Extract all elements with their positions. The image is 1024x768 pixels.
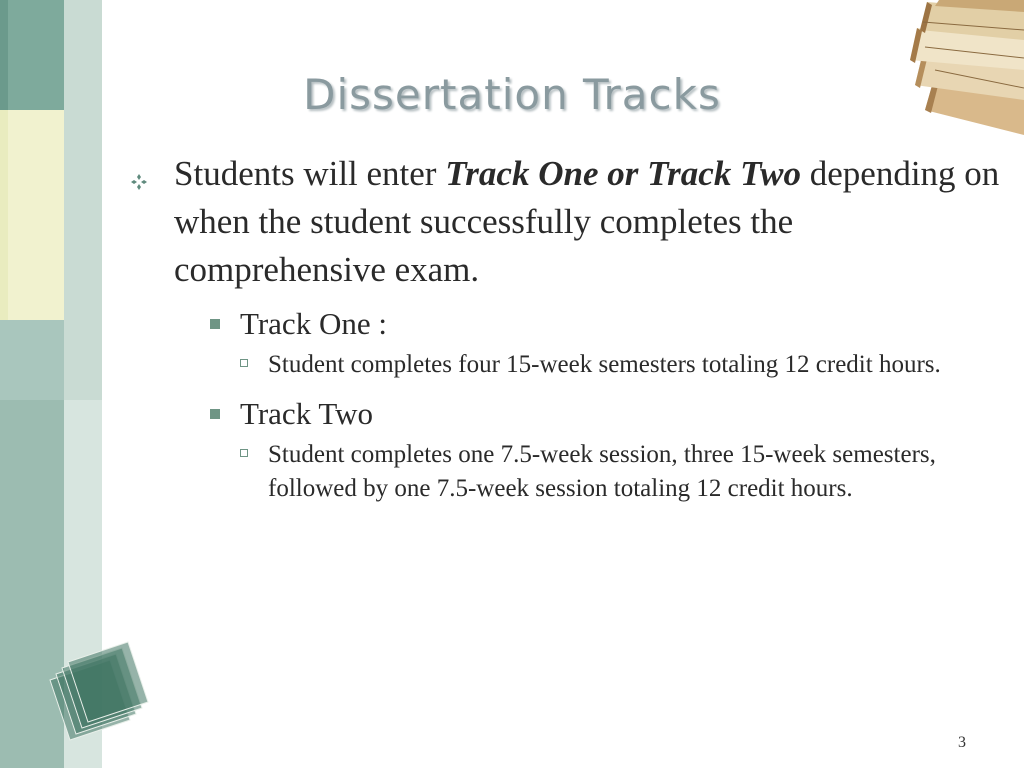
outlined-square-icon <box>240 449 248 457</box>
intro-emphasis: Track One or Track Two <box>445 154 802 193</box>
bullet-intro <box>130 150 1010 294</box>
page-number: 3 <box>958 734 966 751</box>
decor-strip-pale <box>64 0 102 400</box>
bullet-track-two <box>210 392 1010 436</box>
diamond-cluster-icon <box>130 160 148 208</box>
filled-square-icon <box>210 409 220 419</box>
slide-body <box>130 150 1010 506</box>
filled-square-icon <box>210 319 220 329</box>
decor-strip-cream-inner <box>8 110 64 320</box>
track-two-detail: Student completes one 7.5-week session, three 15-week semesters, followed by one 7.5-week session totaling 12 credit hours. <box>268 441 936 502</box>
slide-title <box>0 70 1024 119</box>
bullet-track-two-detail <box>240 438 1010 506</box>
slide-title-text: Dissertation Tracks <box>303 70 721 119</box>
track-one-label: Track One : <box>240 306 387 341</box>
intro-prefix: Students will enter <box>174 154 446 193</box>
stacked-squares-decoration <box>40 640 150 750</box>
bullet-track-one <box>210 302 1010 346</box>
outlined-square-icon <box>240 359 248 367</box>
track-two-label: Track Two <box>240 396 374 431</box>
intro-suffix: depending on when the student successfully completes the comprehensive exam. <box>174 154 1000 289</box>
track-one-detail: Student completes four 15-week semesters totaling 12 credit hours. <box>268 351 941 378</box>
bullet-track-one-detail <box>240 348 1010 382</box>
